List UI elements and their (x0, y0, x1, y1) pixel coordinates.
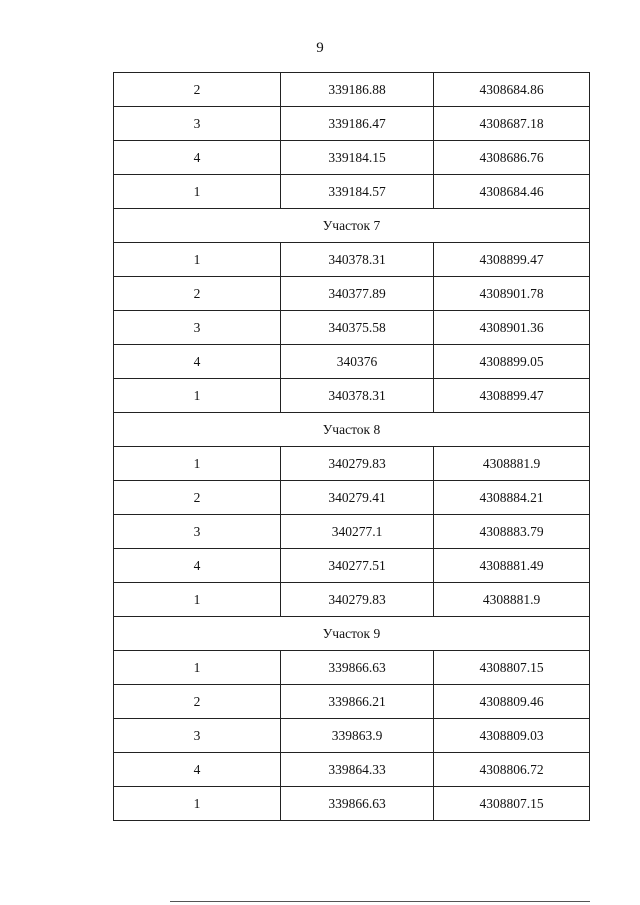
x-coordinate-cell: 339184.57 (281, 175, 434, 209)
table-row (114, 481, 590, 515)
point-number-cell: 4 (114, 549, 281, 583)
table-row (114, 549, 590, 583)
x-coordinate-cell: 340378.31 (281, 379, 434, 413)
point-number-cell: 3 (114, 719, 281, 753)
x-coordinate-cell: 340279.83 (281, 583, 434, 617)
table-row (114, 787, 590, 821)
table-row (114, 345, 590, 379)
y-coordinate-cell: 4308881.9 (434, 447, 590, 481)
table-row (114, 107, 590, 141)
x-coordinate-cell: 339864.33 (281, 753, 434, 787)
table-row (114, 719, 590, 753)
x-coordinate-cell: 340277.1 (281, 515, 434, 549)
y-coordinate-cell: 4308807.15 (434, 651, 590, 685)
y-coordinate-cell: 4308807.15 (434, 787, 590, 821)
point-number-cell: 2 (114, 685, 281, 719)
x-coordinate-cell: 339866.63 (281, 651, 434, 685)
table-row (114, 73, 590, 107)
point-number-cell: 4 (114, 141, 281, 175)
y-coordinate-cell: 4308809.46 (434, 685, 590, 719)
section-header-row (114, 413, 590, 447)
table-row (114, 447, 590, 481)
table-row (114, 379, 590, 413)
y-coordinate-cell: 4308883.79 (434, 515, 590, 549)
x-coordinate-cell: 339186.47 (281, 107, 434, 141)
section-title: Участок 8 (114, 413, 590, 447)
point-number-cell: 1 (114, 243, 281, 277)
x-coordinate-cell: 340277.51 (281, 549, 434, 583)
y-coordinate-cell: 4308687.18 (434, 107, 590, 141)
table-row (114, 311, 590, 345)
coordinates-table-body (114, 73, 590, 821)
y-coordinate-cell: 4308901.36 (434, 311, 590, 345)
x-coordinate-cell: 339184.15 (281, 141, 434, 175)
table-row (114, 515, 590, 549)
x-coordinate-cell: 340376 (281, 345, 434, 379)
x-coordinate-cell: 339866.21 (281, 685, 434, 719)
table-row (114, 175, 590, 209)
point-number-cell: 2 (114, 73, 281, 107)
y-coordinate-cell: 4308881.49 (434, 549, 590, 583)
table-row (114, 753, 590, 787)
coordinates-table (113, 72, 590, 821)
x-coordinate-cell: 340279.41 (281, 481, 434, 515)
y-coordinate-cell: 4308881.9 (434, 583, 590, 617)
x-coordinate-cell: 339863.9 (281, 719, 434, 753)
table-row (114, 583, 590, 617)
y-coordinate-cell: 4308899.47 (434, 379, 590, 413)
point-number-cell: 3 (114, 515, 281, 549)
x-coordinate-cell: 339186.88 (281, 73, 434, 107)
section-title: Участок 7 (114, 209, 590, 243)
x-coordinate-cell: 340377.89 (281, 277, 434, 311)
point-number-cell: 1 (114, 379, 281, 413)
section-header-row (114, 209, 590, 243)
y-coordinate-cell: 4308806.72 (434, 753, 590, 787)
point-number-cell: 1 (114, 583, 281, 617)
table-row (114, 243, 590, 277)
point-number-cell: 4 (114, 345, 281, 379)
point-number-cell: 3 (114, 311, 281, 345)
y-coordinate-cell: 4308901.78 (434, 277, 590, 311)
y-coordinate-cell: 4308684.86 (434, 73, 590, 107)
section-header-row (114, 617, 590, 651)
table-row (114, 685, 590, 719)
y-coordinate-cell: 4308686.76 (434, 141, 590, 175)
y-coordinate-cell: 4308809.03 (434, 719, 590, 753)
x-coordinate-cell: 339866.63 (281, 787, 434, 821)
point-number-cell: 4 (114, 753, 281, 787)
y-coordinate-cell: 4308899.05 (434, 345, 590, 379)
y-coordinate-cell: 4308899.47 (434, 243, 590, 277)
x-coordinate-cell: 340378.31 (281, 243, 434, 277)
point-number-cell: 3 (114, 107, 281, 141)
table-row (114, 277, 590, 311)
point-number-cell: 2 (114, 481, 281, 515)
point-number-cell: 1 (114, 447, 281, 481)
table-row (114, 651, 590, 685)
table-row (114, 141, 590, 175)
x-coordinate-cell: 340375.58 (281, 311, 434, 345)
page-number: 9 (316, 40, 324, 56)
point-number-cell: 1 (114, 651, 281, 685)
y-coordinate-cell: 4308684.46 (434, 175, 590, 209)
y-coordinate-cell: 4308884.21 (434, 481, 590, 515)
point-number-cell: 1 (114, 175, 281, 209)
x-coordinate-cell: 340279.83 (281, 447, 434, 481)
point-number-cell: 2 (114, 277, 281, 311)
point-number-cell: 1 (114, 787, 281, 821)
section-title: Участок 9 (114, 617, 590, 651)
bottom-rule (170, 901, 590, 902)
